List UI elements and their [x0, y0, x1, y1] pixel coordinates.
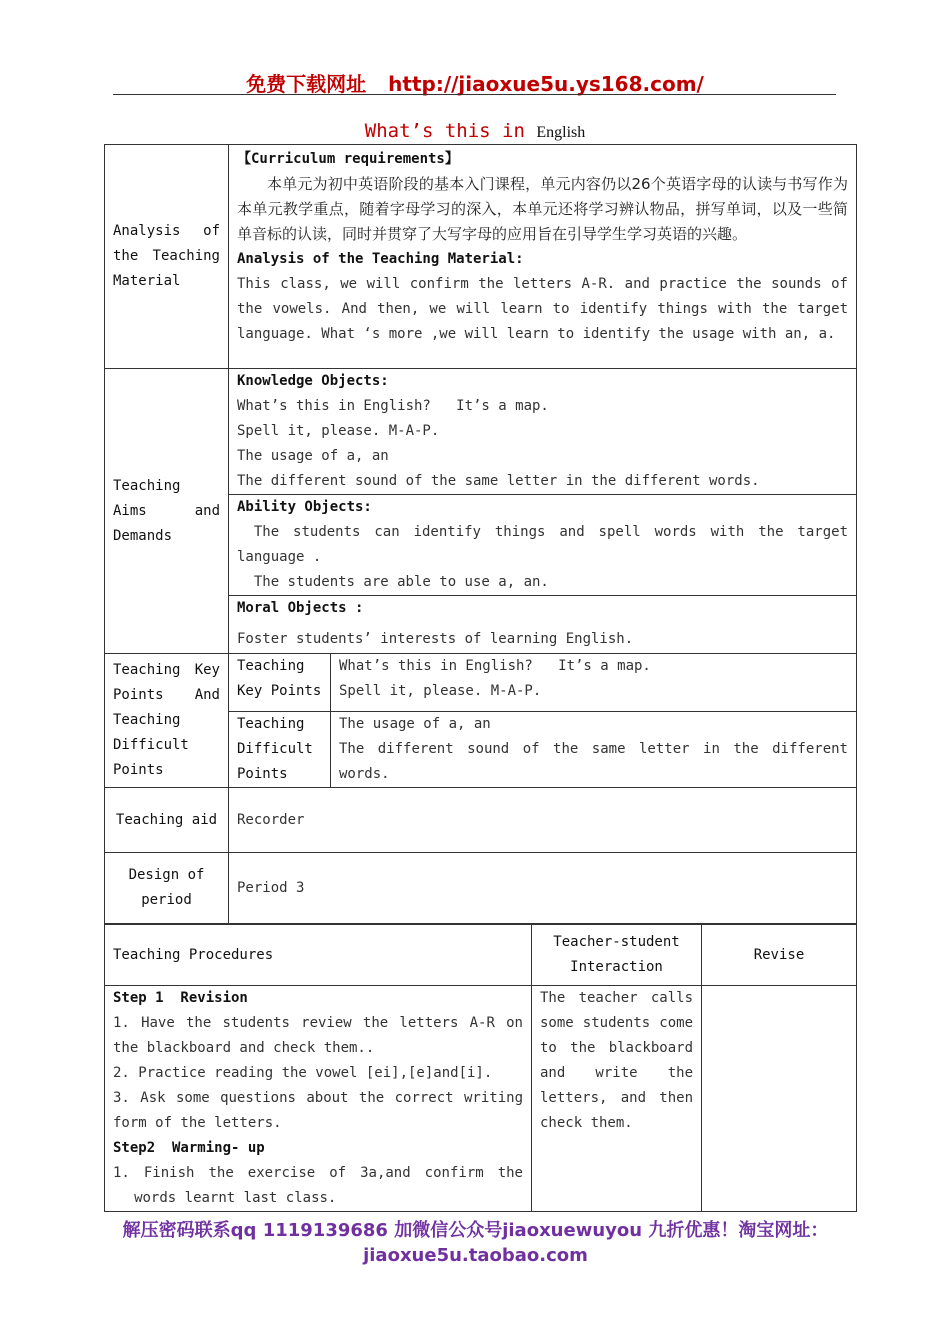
- header-text: 免费下载网址: [246, 72, 367, 96]
- ability-line: The students can identify things and spell words with the target language .: [237, 524, 848, 565]
- step-item: 3. Ask some questions about the correct writing form of the letters.: [113, 1090, 523, 1131]
- curriculum-text: 本单元为初中英语阶段的基本入门课程，单元内容仍以26个英语字母的认读与书写作为本单元教学重点，随着字母学习的深入，本单元还将学习辨认物品，拼写单词，以及一些简单音标的认读，同时并贯穿了大写字母的应用旨在引导学生学习英语的兴趣。: [237, 175, 848, 243]
- lesson-plan-table: [104, 144, 857, 924]
- page-footer: 解压密码联系qq 1119139686 加微信公众号jiaoxuewuyou 九折优惠！淘宝网址：jiaoxue5u.taobao.com: [122, 1220, 829, 1266]
- aid-label: Teaching aid: [105, 788, 229, 853]
- key-points-row: [105, 654, 857, 712]
- curriculum-heading: 【Curriculum requirements】: [237, 151, 459, 167]
- ability-heading: Ability Objects:: [237, 499, 372, 515]
- knowledge-line: What’s this in English? It’s a map.: [237, 398, 549, 414]
- knowledge-cell: [229, 369, 857, 495]
- step-item: 1. Finish the exercise of 3a,and confirm the words learnt last class.: [113, 1165, 523, 1206]
- procedures-body-row: [105, 986, 857, 1212]
- ability-cell: [229, 495, 857, 596]
- interaction-header: Teacher-student Interaction: [532, 925, 702, 986]
- header-divider: [113, 94, 836, 95]
- knowledge-line: The usage of a, an: [237, 448, 389, 464]
- procedures-header: Teaching Procedures: [105, 925, 532, 986]
- aid-row: [105, 788, 857, 853]
- revise-header: Revise: [702, 925, 857, 986]
- period-row: [105, 853, 857, 924]
- title-english: English: [536, 124, 586, 141]
- analysis-label: Analysis of the Teaching Material: [105, 145, 229, 369]
- knowledge-line: The different sound of the same letter in the different words.: [237, 473, 760, 489]
- interaction-content: The teacher calls some students come to the blackboard and write the letters, and then check them.: [532, 986, 702, 1212]
- difficult-points-content: [331, 712, 857, 788]
- difficult-points-sublabel: Teaching Difficult Points: [229, 712, 331, 788]
- knowledge-line: Spell it, please. M-A-P.: [237, 423, 440, 439]
- aims-label: Teaching Aims and Demands: [105, 369, 229, 654]
- key-point-line: What’s this in English? It’s a map.: [339, 658, 651, 674]
- step-item: 1. Have the students review the letters A-R on the blackboard and check them..: [113, 1015, 523, 1056]
- title-main: What’s this in: [364, 120, 525, 142]
- material-text: This class, we will confirm the letters A-R. and practice the sounds of the vowels. And then, we will learn to identify things with the target language. What ‘s more ,we will learn to identify the usage with an, a.: [237, 276, 848, 342]
- moral-cell: [229, 596, 857, 654]
- analysis-row: [105, 145, 857, 369]
- procedures-content: [105, 986, 532, 1212]
- period-value: Period 3: [229, 853, 857, 924]
- ability-line: The students are able to use a, an.: [253, 574, 549, 590]
- moral-heading: Moral Objects :: [237, 600, 364, 616]
- analysis-content: [229, 145, 857, 369]
- moral-line: Foster students’ interests of learning English.: [237, 631, 634, 647]
- procedures-header-row: [105, 925, 857, 986]
- header-url-link[interactable]: http://jiaoxue5u.ys168.com/: [388, 72, 704, 96]
- key-points-content: [331, 654, 857, 712]
- difficult-point-line: The usage of a, an: [339, 716, 491, 732]
- page-header: [0, 68, 950, 97]
- step1-heading: Step 1 Revision: [113, 990, 248, 1006]
- key-points-sublabel: Teaching Key Points: [229, 654, 331, 712]
- revise-content: [702, 986, 857, 1212]
- key-points-label: Teaching Key Points And Teaching Difficult Points: [105, 654, 229, 788]
- knowledge-heading: Knowledge Objects:: [237, 373, 389, 389]
- difficult-point-line: The different sound of the same letter in the different words.: [339, 741, 848, 782]
- procedures-table: [104, 924, 857, 1212]
- step-item: 2. Practice reading the vowel [ei],[e]and[i].: [113, 1065, 493, 1081]
- key-point-line: Spell it, please. M-A-P.: [339, 683, 542, 699]
- aid-value: Recorder: [229, 788, 857, 853]
- period-label: Design of period: [105, 853, 229, 924]
- material-heading: Analysis of the Teaching Material:: [237, 251, 524, 267]
- step2-heading: Step2 Warming- up: [113, 1140, 265, 1156]
- page-title: [0, 120, 950, 142]
- aims-knowledge-row: [105, 369, 857, 495]
